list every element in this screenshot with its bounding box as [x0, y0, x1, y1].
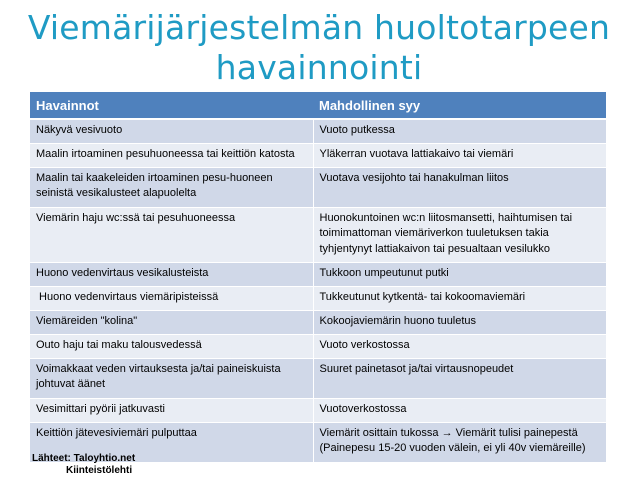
- header-possible-cause: Mahdollinen syy: [313, 92, 606, 119]
- cause-cell: Huonokuntoinen wc:n liitosmansetti, haihtumisen tai toimimattoman viemäriverkon tuuletuksen takia tyhjentynyt lattiakaivon tai pesualtaan vesilukko: [313, 207, 606, 262]
- cause-cell: Suuret painetasot ja/tai virtausnopeudet: [313, 358, 606, 398]
- observation-cell: Viemäreiden "kolina": [30, 310, 313, 334]
- source-note: [32, 453, 135, 477]
- cause-cell: Tukkoon umpeutunut putki: [313, 262, 606, 286]
- title-line-1: Viemärijärjestelmän huoltotarpeen: [27, 8, 611, 47]
- table-header-row: [30, 92, 606, 119]
- source-line-1: Lähteet: Taloyhtio.net: [32, 453, 136, 464]
- table-row: [30, 334, 606, 358]
- header-observations: Havainnot: [30, 92, 313, 119]
- observations-table: [30, 92, 607, 463]
- observation-cell: Maalin tai kaakeleiden irtoaminen pesu-huoneen seinistä vesikalusteet alapuolelta: [30, 167, 313, 207]
- observation-cell: Näkyvä vesivuoto: [30, 119, 313, 143]
- table-row: [30, 143, 606, 167]
- table-row: [30, 286, 606, 310]
- table-row: [30, 262, 606, 286]
- cause-cell: Tukkeutunut kytkentä- tai kokoomaviemäri: [313, 286, 606, 310]
- cause-cell: Yläkerran vuotava lattiakaivo tai viemäri: [313, 143, 606, 167]
- table-row: [30, 310, 606, 334]
- observation-cell: Voimakkaat veden virtauksesta ja/tai paineiskuista johtuvat äänet: [30, 358, 313, 398]
- table-row: [30, 167, 606, 207]
- cause-cell: Viemärit osittain tukossa → Viemärit tulisi painepestä (Painepesu 15-20 vuoden välein, ei yli 40v viemäreille): [313, 422, 606, 462]
- observation-cell: Vesimittari pyörii jatkuvasti: [30, 398, 313, 422]
- table-row: [30, 398, 606, 422]
- slide-title: [0, 8, 638, 88]
- source-line-2: Kiinteistölehti: [66, 465, 133, 476]
- cause-cell: Vuotava vesijohto tai hanakulman liitos: [313, 167, 606, 207]
- observation-cell: Huono vedenvirtaus viemäripisteissä: [30, 286, 313, 310]
- observation-cell: Keittiön jätevesiviemäri pulputtaa: [30, 422, 313, 462]
- table-row: [30, 207, 606, 262]
- observation-cell: Huono vedenvirtaus vesikalusteista: [30, 262, 313, 286]
- table-row: [30, 358, 606, 398]
- observation-cell: Viemärin haju wc:ssä tai pesuhuoneessa: [30, 207, 313, 262]
- cause-cell: Vuotoverkostossa: [313, 398, 606, 422]
- cause-cell: Kokoojaviemärin huono tuuletus: [313, 310, 606, 334]
- cause-cell: Vuoto verkostossa: [313, 334, 606, 358]
- cause-cell: Vuoto putkessa: [313, 119, 606, 143]
- observation-cell: Outo haju tai maku talousvedessä: [30, 334, 313, 358]
- observation-cell: Maalin irtoaminen pesuhuoneessa tai keittiön katosta: [30, 143, 313, 167]
- title-line-2: havainnointi: [215, 48, 423, 87]
- table-row: [30, 119, 606, 143]
